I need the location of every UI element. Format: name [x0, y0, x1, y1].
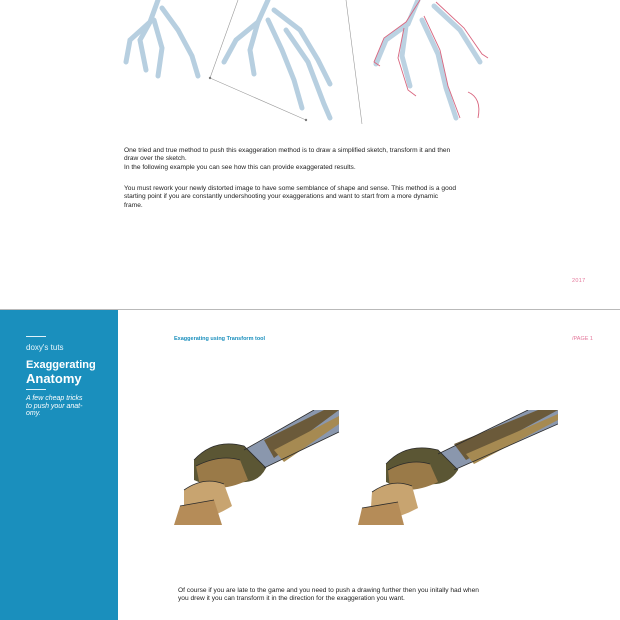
section-heading: Exaggerating using Transform tool [174, 336, 266, 342]
paragraph-transform-method [124, 147, 504, 172]
sidebar-divider [26, 389, 46, 390]
document-title [26, 359, 96, 387]
arm-drawing-original [174, 410, 374, 525]
subtitle-line: A few cheap tricks [26, 395, 83, 402]
page-number: /PAGE 1 [572, 336, 593, 342]
hand-sketch-illustration [118, 0, 498, 130]
paragraph-late-transform [178, 587, 558, 604]
page-year: 2017 [572, 278, 586, 284]
paragraph-line: draw over the sketch. [124, 155, 187, 163]
paragraph-line: One tried and true method to push this exaggeration method is to draw a simplified sketch, transform it and then [124, 147, 451, 154]
brand-name: doxy's tuts [26, 343, 64, 352]
title-line: Anatomy [26, 371, 82, 386]
sidebar-divider [26, 336, 46, 337]
paragraph-line: In the following example you can see how this can provide exaggerated results. [124, 163, 356, 171]
paragraph-line: frame. [124, 201, 143, 209]
arm-drawing-transformed [358, 410, 558, 525]
paragraph-line: starting point if you are constantly undershooting your exaggerations and want to start from a more dynamic [124, 193, 439, 201]
title-line: Exaggerating [26, 359, 96, 371]
sidebar [0, 310, 118, 620]
paragraph-line: you drew it you can transform it in the direction for the exaggeration you want. [178, 595, 405, 603]
subtitle-line: to push your anat- [26, 402, 83, 410]
document-subtitle [26, 395, 98, 418]
paragraph-rework-image [124, 185, 504, 210]
subtitle-line: omy. [26, 410, 41, 418]
paragraph-line: You must rework your newly distorted image to have some semblance of shape and sense. This method is a good [124, 185, 457, 192]
paragraph-line: Of course if you are late to the game and you need to push a drawing further then you initally had when [178, 587, 479, 594]
